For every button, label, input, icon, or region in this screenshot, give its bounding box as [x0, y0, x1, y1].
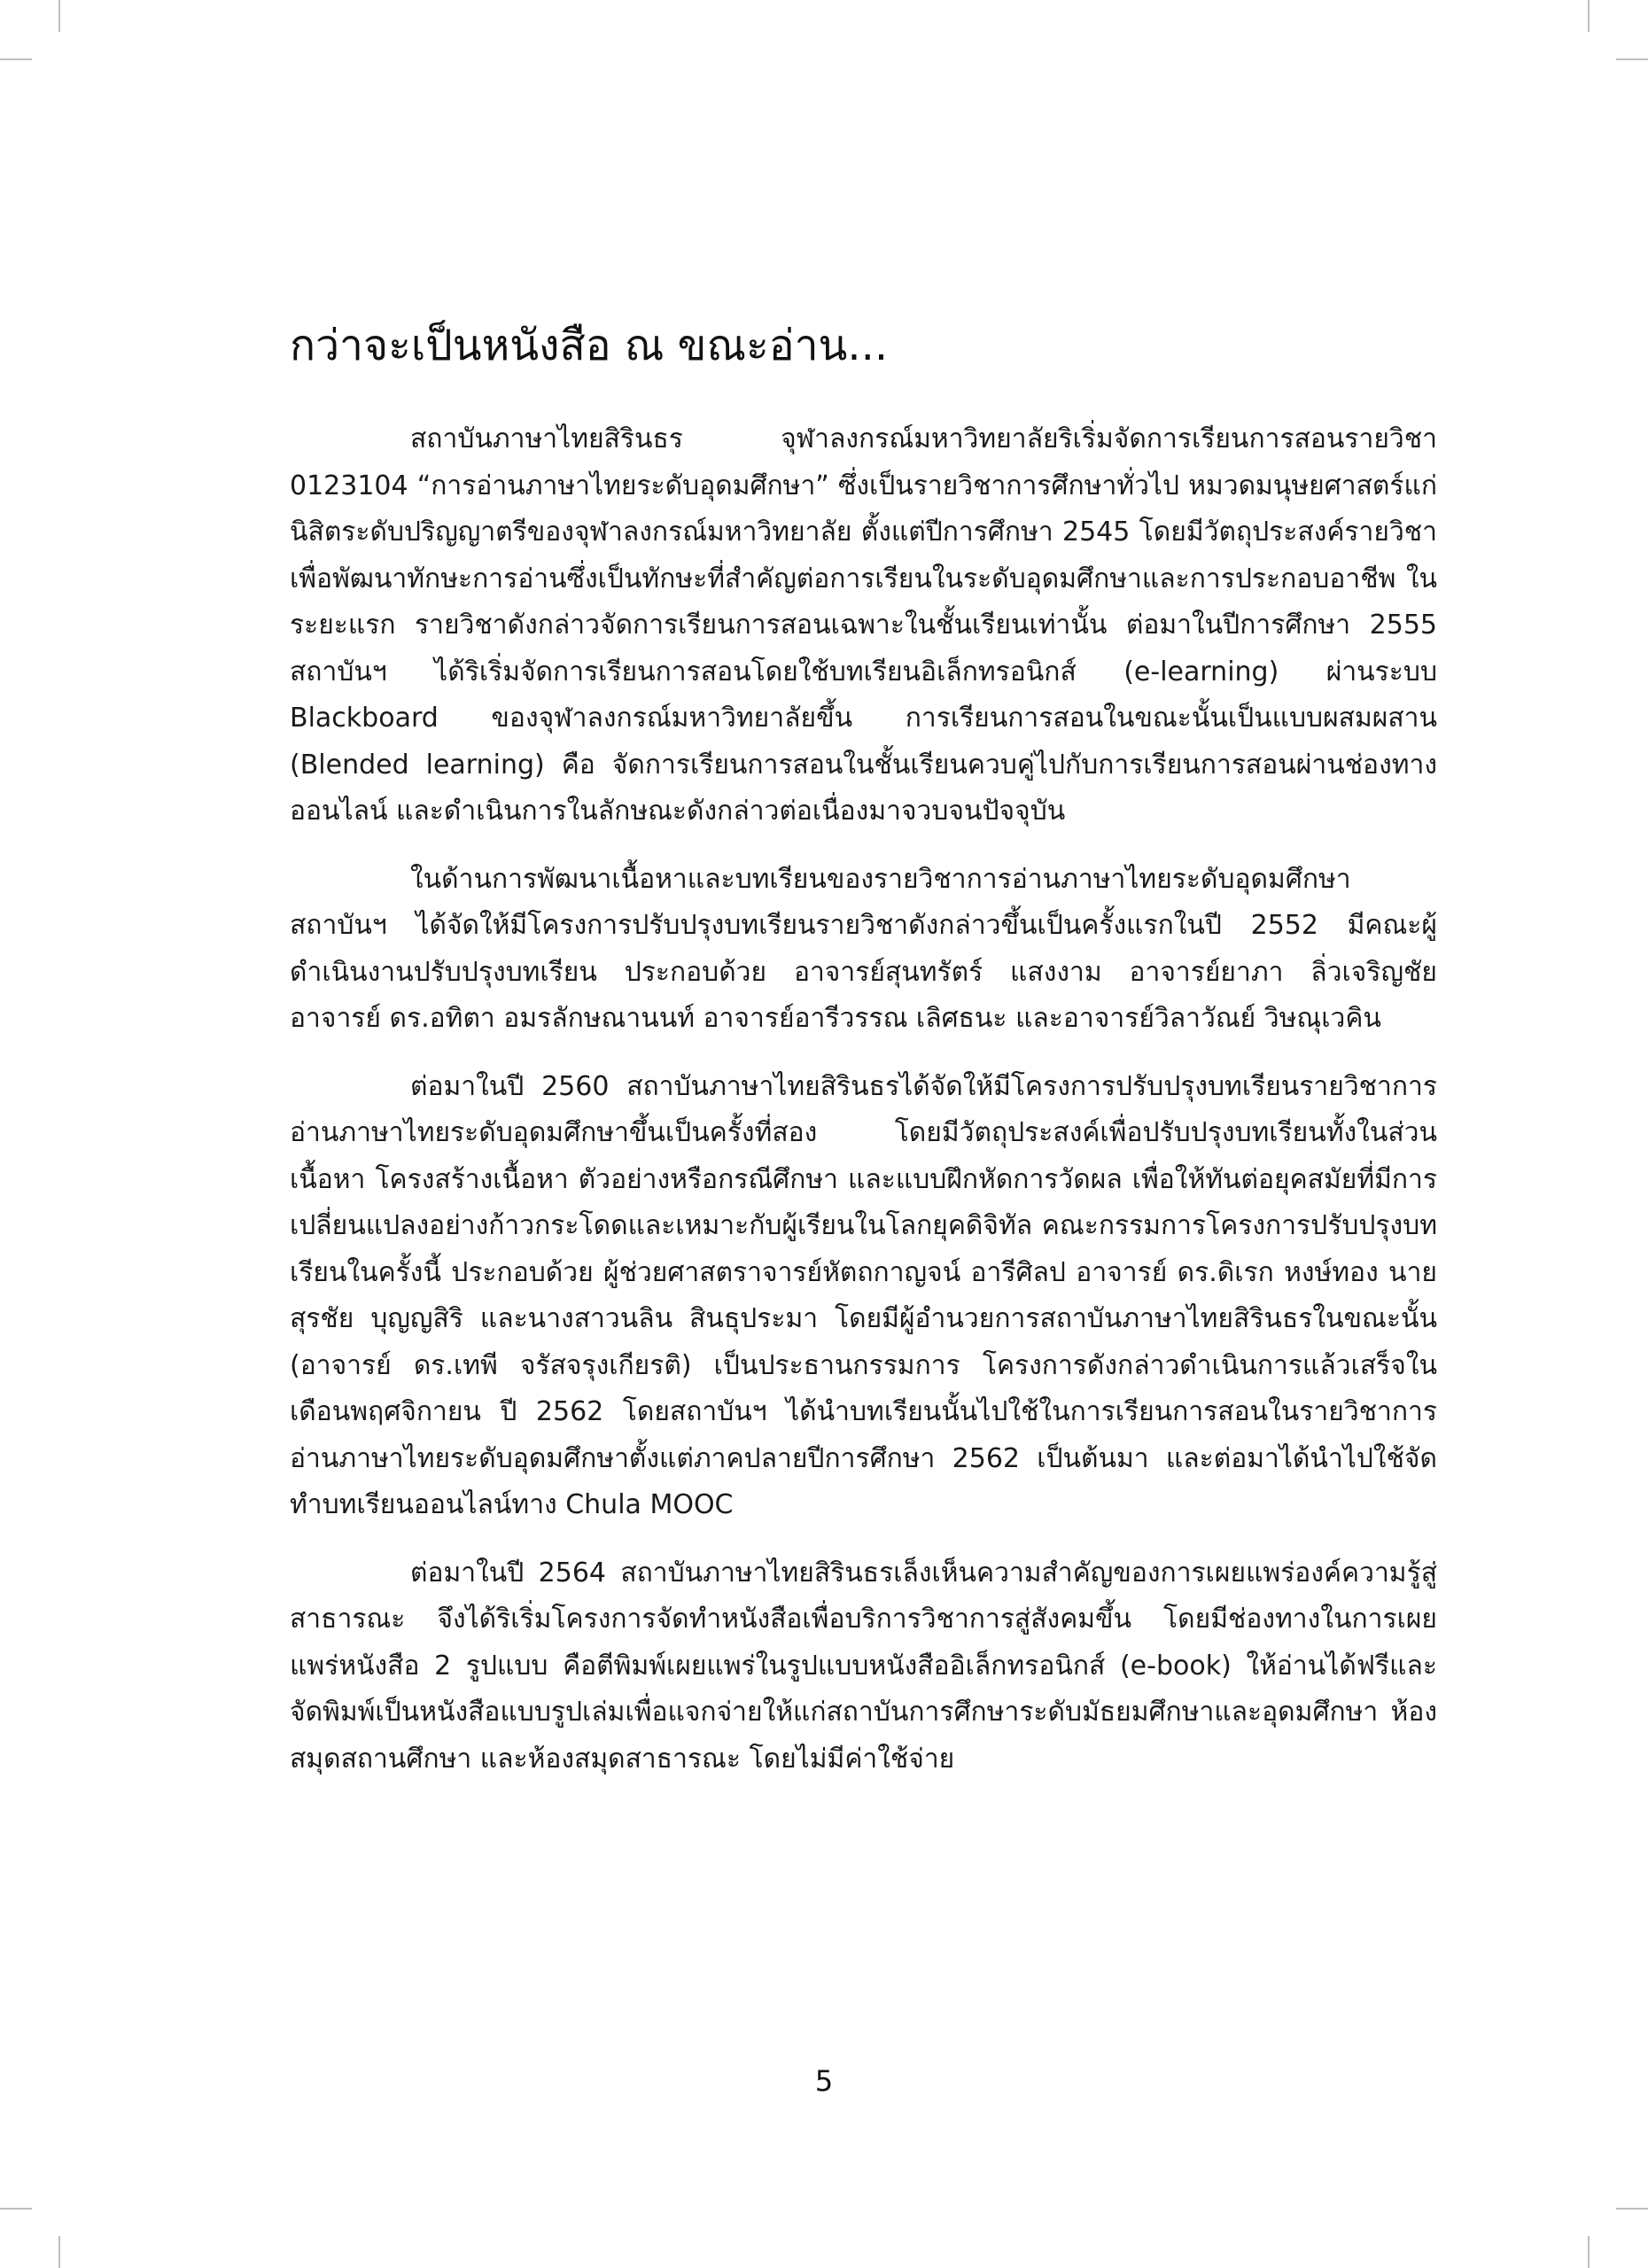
crop-mark-top-left-vertical: [58, 0, 60, 32]
crop-mark-top-right-vertical: [1588, 0, 1590, 32]
page-title: กว่าจะเป็นหนังสือ ณ ขณะอ่าน...: [290, 321, 889, 370]
crop-mark-bottom-left-horizontal: [0, 2208, 32, 2210]
crop-mark-bottom-left-vertical: [58, 2236, 60, 2268]
body-text: [290, 416, 1437, 1804]
paragraph: ต่อมาในปี 2564 สถาบันภาษาไทยสิรินธรเล็งเห็นความสำคัญของการเผยแพร่องค์ความรู้สู่สาธารณะ จึงได้ริเริ่มโครงการจัดทำหนังสือเพื่อบริการวิชาการสู่สังคมขึ้น โดยมีช่องทางในการเผยแพร่หนังสือ 2 รูปแบบ คือตีพิมพ์เผยแพร่ในรูปแบบหนังสืออิเล็กทรอนิกส์ (e-book) ให้อ่านได้ฟรีและจัดพิมพ์เป็นหนังสือแบบรูปเล่มเพื่อแจกจ่ายให้แก่สถาบันการศึกษาระดับมัธยมศึกษาและอุดมศึกษา ห้องสมุดสถานศึกษา และห้องสมุดสาธารณะ โดยไม่มีค่าใช้จ่าย: [290, 1557, 1437, 1775]
crop-mark-top-right-horizontal: [1616, 58, 1648, 60]
crop-mark-bottom-right-vertical: [1588, 2236, 1590, 2268]
crop-mark-top-left-horizontal: [0, 58, 32, 60]
paragraph: ต่อมาในปี 2560 สถาบันภาษาไทยสิรินธรได้จัดให้มีโครงการปรับปรุงบทเรียนรายวิชาการอ่านภาษาไทยระดับอุดมศึกษาขึ้นเป็นครั้งที่สอง โดยมีวัตถุประสงค์เพื่อปรับปรุงบทเรียนทั้งในส่วนเนื้อหา โครงสร้างเนื้อหา ตัวอย่างหรือกรณีศึกษา และแบบฝึกหัดการวัดผล เพื่อให้ทันต่อยุคสมัยที่มีการเปลี่ยนแปลงอย่างก้าวกระโดดและเหมาะกับผู้เรียนในโลกยุคดิจิทัล คณะกรรมการโครงการปรับปรุงบทเรียนในครั้งนี้ ประกอบด้วย ผู้ช่วยศาสตราจารย์หัตถกาญจน์ อารีศิลป อาจารย์ ดร.ดิเรก หงษ์ทอง นายสุรชัย บุญญสิริ และนางสาวนลิน สินธุประมา โดยมีผู้อำนวยการสถาบันภาษาไทยสิรินธรในขณะนั้น (อาจารย์ ดร.เทพี จรัสจรุงเกียรติ) เป็นประธานกรรมการ โครงการดังกล่าวดำเนินการแล้วเสร็จในเดือนพฤศจิกายน ปี 2562 โดยสถาบันฯ ได้นำบทเรียนนั้นไปใช้ในการเรียนการสอนในรายวิชาการอ่านภาษาไทยระดับอุดมศึกษาตั้งแต่ภาคปลายปีการศึกษา 2562 เป็นต้นมา และต่อมาได้นำไปใช้จัดทำบทเรียนออนไลน์ทาง Chula MOOC: [290, 1070, 1437, 1520]
paragraph: สถาบันภาษาไทยสิรินธร จุฬาลงกรณ์มหาวิทยาลัยริเริ่มจัดการเรียนการสอนรายวิชา 0123104 “การอ่านภาษาไทยระดับอุดมศึกษา” ซึ่งเป็นรายวิชาการศึกษาทั่วไป หมวดมนุษยศาสตร์แก่นิสิตระดับปริญญาตรีของจุฬาลงกรณ์มหาวิทยาลัย ตั้งแต่ปีการศึกษา 2545 โดยมีวัตถุประสงค์รายวิชาเพื่อพัฒนาทักษะการอ่านซึ่งเป็นทักษะที่สำคัญต่อการเรียนในระดับอุดมศึกษาและการประกอบอาชีพ ในระยะแรก รายวิชาดังกล่าวจัดการเรียนการสอนเฉพาะในชั้นเรียนเท่านั้น ต่อมาในปีการศึกษา 2555 สถาบันฯ ได้ริเริ่มจัดการเรียนการสอนโดยใช้บทเรียนอิเล็กทรอนิกส์ (e-learning) ผ่านระบบ Blackboard ของจุฬาลงกรณ์มหาวิทยาลัยขึ้น การเรียนการสอนในขณะนั้นเป็นแบบผสมผสาน (Blended learning) คือ จัดการเรียนการสอนในชั้นเรียนควบคู่ไปกับการเรียนการสอนผ่านช่องทางออนไลน์ และดำเนินการในลักษณะดังกล่าวต่อเนื่องมาจวบจนปัจจุบัน: [290, 423, 1437, 827]
page-number: 5: [814, 2064, 834, 2098]
crop-mark-bottom-right-horizontal: [1616, 2208, 1648, 2210]
paragraph: ในด้านการพัฒนาเนื้อหาและบทเรียนของรายวิชาการอ่านภาษาไทยระดับอุดมศึกษา สถาบันฯ ได้จัดให้มีโครงการปรับปรุงบทเรียนรายวิชาดังกล่าวขึ้นเป็นครั้งแรกในปี 2552 มีคณะผู้ดำเนินงานปรับปรุงบทเรียน ประกอบด้วย อาจารย์สุนทรัตร์ แสงงาม อาจารย์ยาภา ลิ่วเจริญชัย อาจารย์ ดร.อทิตา อมรลักษณานนท์ อาจารย์อารีวรรณ เลิศธนะ และอาจารย์วิลาวัณย์ วิษณุเวคิน: [290, 863, 1437, 1034]
